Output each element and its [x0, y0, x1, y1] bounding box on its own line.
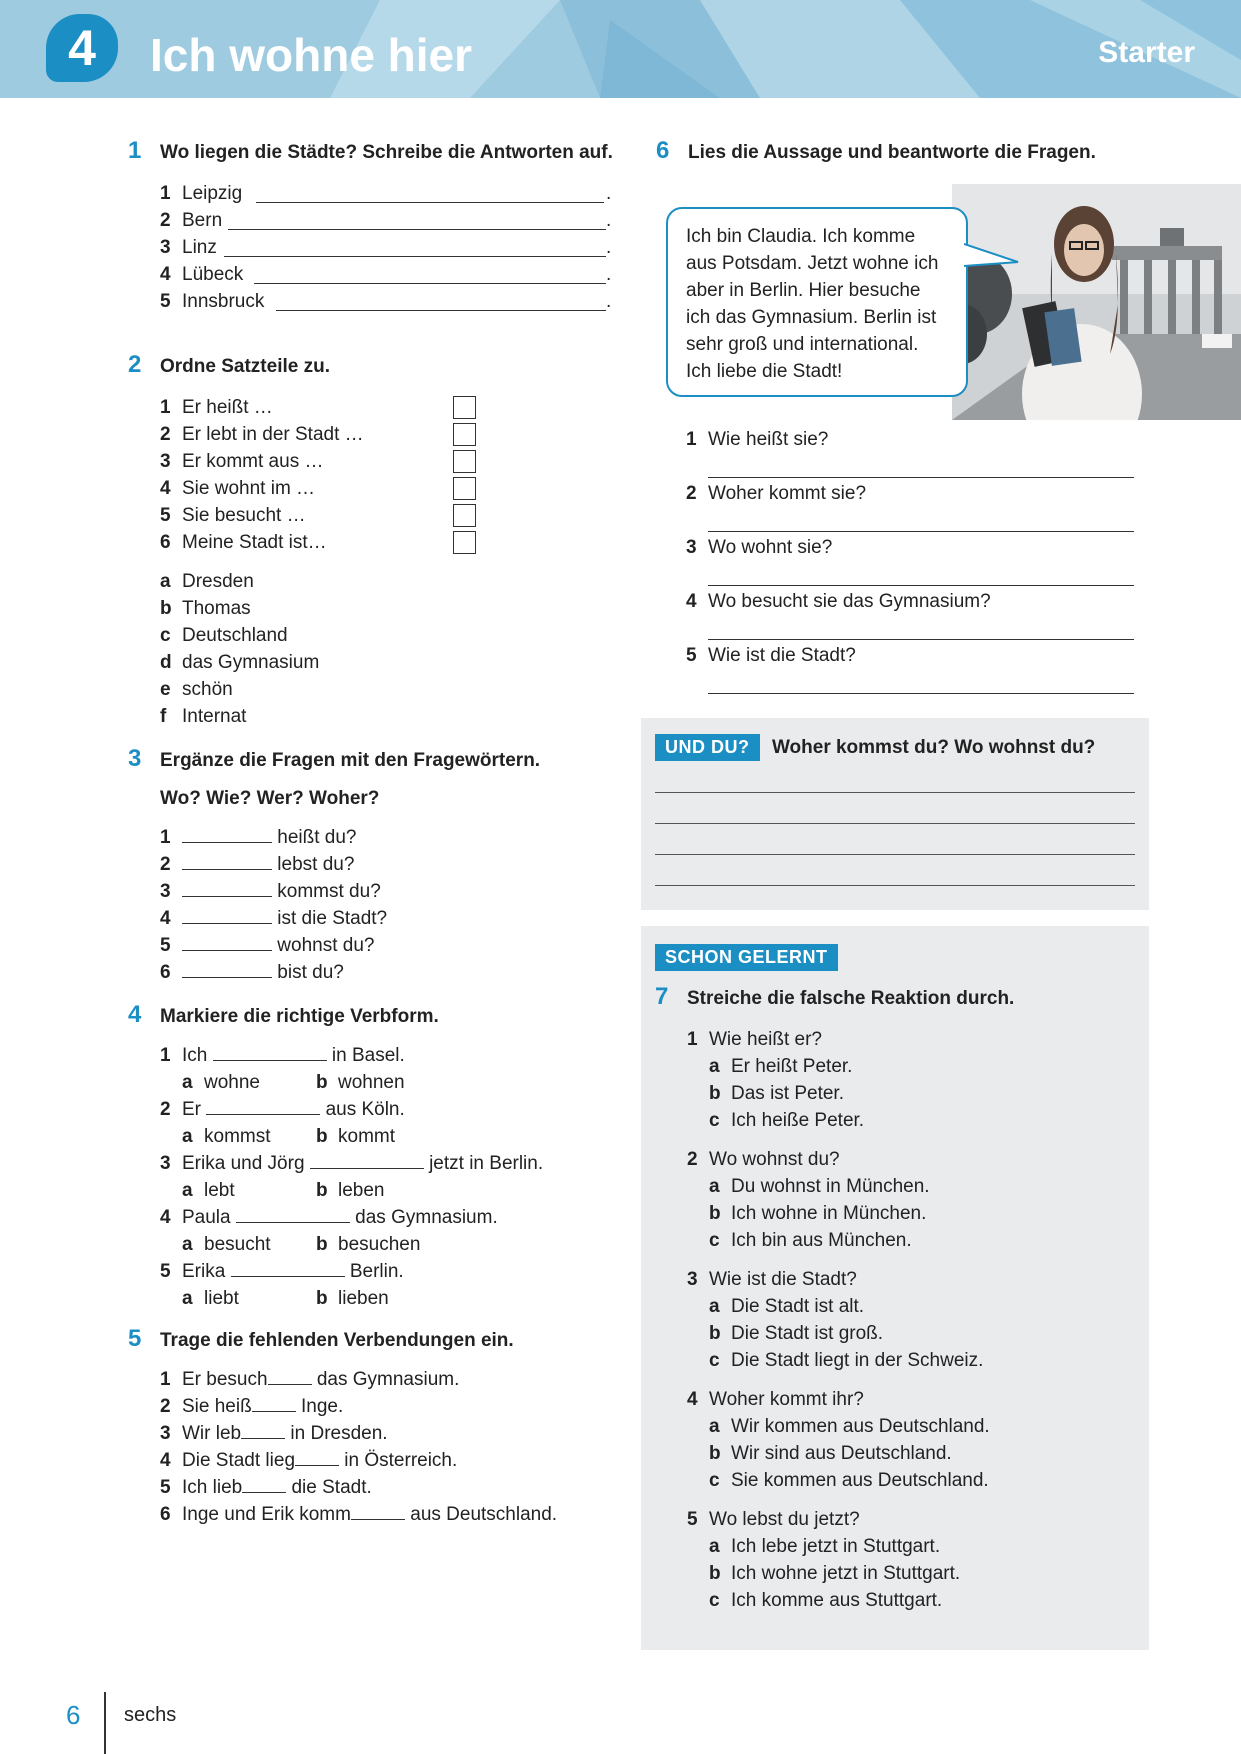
exercise-4	[128, 1001, 618, 1312]
option-b[interactable]: besuchen	[338, 1234, 421, 1255]
answer-checkbox[interactable]	[453, 504, 476, 527]
list-item: 2 Er aus Köln.	[160, 1096, 618, 1123]
answer-line[interactable]	[206, 1096, 320, 1115]
answer-option[interactable]: b Ich wohne jetzt in Stuttgart.	[709, 1563, 961, 1584]
exercise-number: 3	[128, 745, 142, 772]
list-item: 1 Ich in Basel.	[160, 1042, 618, 1069]
answer-line[interactable]	[655, 792, 1135, 793]
exercise-5-heading	[128, 1325, 618, 1354]
list-item: 6 bist du?	[160, 959, 618, 986]
page-number-word: sechs	[124, 1704, 177, 1726]
answer-line[interactable]	[182, 932, 272, 951]
page-number: 6	[66, 1700, 81, 1730]
answer-line[interactable]	[182, 824, 272, 843]
choice-row: a kommst b kommt	[160, 1123, 618, 1150]
answer-line[interactable]	[252, 1393, 296, 1412]
list-item: 5 wohnst du?	[160, 932, 618, 959]
choice-row: a wohne b wohnen	[160, 1069, 618, 1096]
answer-checkbox[interactable]	[453, 531, 476, 554]
quiz-item: 4 Woher kommt ihr? a Wir kommen aus Deutschland. b Wir sind aus Deutschland. c Sie kommen aus Deutschland.	[687, 1386, 1127, 1494]
choice-row: a besucht b besuchen	[160, 1231, 618, 1258]
list-item: 6 Inge und Erik komm aus Deutschland.	[160, 1501, 618, 1528]
answer-line[interactable]	[256, 184, 604, 203]
exercise-number: 6	[656, 137, 670, 164]
option-a[interactable]: kommst	[204, 1126, 271, 1147]
list-item: 1 Er heißt …	[160, 394, 618, 421]
exercise-3-heading	[128, 745, 618, 774]
answer-line[interactable]	[295, 1447, 339, 1466]
answer-line[interactable]	[708, 477, 1134, 478]
answer-line[interactable]	[182, 905, 272, 924]
list-item: 4 Lübeck .	[160, 264, 612, 285]
answer-option[interactable]: c Sie kommen aus Deutschland.	[709, 1470, 989, 1491]
list-item: 5 Erika Berlin.	[160, 1258, 618, 1285]
und-du-question: Woher kommst du? Wo wohnst du?	[771, 737, 1096, 758]
answer-line[interactable]	[276, 292, 606, 311]
question-item: 2 Woher kommt sie?	[686, 483, 867, 504]
answer-line[interactable]	[708, 531, 1134, 532]
list-item: 1 heißt du?	[160, 824, 618, 851]
answer-line[interactable]	[241, 1420, 285, 1439]
list-item: 3 Wir leb in Dresden.	[160, 1420, 618, 1447]
level-label: Starter	[1098, 36, 1195, 69]
answer-option[interactable]: a Du wohnst in München.	[709, 1176, 930, 1197]
option-b[interactable]: kommt	[338, 1126, 395, 1147]
option-item: d das Gymnasium	[160, 652, 320, 673]
answer-option[interactable]: a Wir kommen aus Deutschland.	[709, 1416, 990, 1437]
answer-line[interactable]	[310, 1150, 424, 1169]
list-item: 2 Er lebt in der Stadt …	[160, 421, 618, 448]
quiz-item: 3 Wie ist die Stadt? a Die Stadt ist alt. b Die Stadt ist groß. c Die Stadt liegt in der Schweiz.	[687, 1266, 1127, 1374]
option-item: c Deutschland	[160, 625, 288, 646]
option-a[interactable]: lebt	[204, 1180, 235, 1201]
exercise-instruction: Ergänze die Fragen mit den Fragewörtern.	[160, 750, 541, 771]
answer-line[interactable]	[182, 878, 272, 897]
choice-row: a liebt b lieben	[160, 1285, 618, 1312]
exercise-3	[128, 745, 618, 986]
exercise-6	[656, 137, 1176, 166]
list-item: 3 Erika und Jörg jetzt in Berlin.	[160, 1150, 618, 1177]
answer-line[interactable]	[182, 959, 272, 978]
answer-checkbox[interactable]	[453, 477, 476, 500]
schon-gelernt-panel	[641, 926, 1149, 1650]
answer-option[interactable]: c Ich bin aus München.	[709, 1230, 912, 1251]
answer-option[interactable]: a Die Stadt ist alt.	[709, 1296, 865, 1317]
answer-line[interactable]	[655, 885, 1135, 886]
list-item: 3 Linz .	[160, 237, 612, 258]
exercise-instruction: Streiche die falsche Reaktion durch.	[687, 988, 1015, 1009]
schon-gelernt-tag: SCHON GELERNT	[655, 944, 838, 971]
answer-line[interactable]	[236, 1204, 350, 1223]
answer-option[interactable]: b Das ist Peter.	[709, 1083, 844, 1104]
question-words: Wo? Wie? Wer? Woher?	[160, 788, 380, 809]
quiz-item: 5 Wo lebst du jetzt? a Ich lebe jetzt in Stuttgart. b Ich wohne jetzt in Stuttgart. c Ich komme aus Stuttgart.	[687, 1506, 1127, 1614]
exercise-6-heading	[656, 137, 1176, 166]
list-item: 1 Leipzig .	[160, 183, 612, 204]
exercise-number: 7	[655, 983, 669, 1010]
answer-checkbox[interactable]	[453, 423, 476, 446]
speech-bubble: Ich bin Claudia. Ich komme aus Potsdam. Jetzt wohne ich aber in Berlin. Hier besuche ich das Gymnasium. Berlin ist sehr groß und international. Ich liebe die Stadt!	[666, 207, 968, 397]
option-a[interactable]: wohne	[204, 1072, 260, 1093]
und-du-tag: UND DU?	[655, 734, 760, 761]
answer-line[interactable]	[708, 585, 1134, 586]
answer-line[interactable]	[708, 639, 1134, 640]
answer-option[interactable]: b Ich wohne in München.	[709, 1203, 927, 1224]
option-b[interactable]: lieben	[338, 1288, 389, 1309]
exercise-2	[128, 351, 618, 730]
option-a[interactable]: liebt	[204, 1288, 239, 1309]
list-item: 2 Sie heiß Inge.	[160, 1393, 618, 1420]
exercise-number: 2	[128, 351, 142, 378]
option-item: e schön	[160, 679, 233, 700]
list-item: 2 lebst du?	[160, 851, 618, 878]
answer-line[interactable]	[655, 823, 1135, 824]
page-title: Ich wohne hier	[150, 29, 473, 81]
unit-number-badge: 4	[46, 14, 118, 82]
exercise-instruction: Trage die fehlenden Verbendungen ein.	[160, 1330, 514, 1351]
exercise-5	[128, 1325, 618, 1528]
list-item: 4 Sie wohnt im …	[160, 475, 618, 502]
answer-option[interactable]: a Er heißt Peter.	[709, 1056, 853, 1077]
claudia-photo	[952, 184, 1241, 420]
exercise-4-heading	[128, 1001, 618, 1030]
exercise-7-heading	[655, 983, 1015, 1012]
page-header	[0, 0, 1241, 98]
exercise-number: 4	[128, 1001, 142, 1028]
list-item: 3 Er kommt aus …	[160, 448, 618, 475]
list-item: 4 ist die Stadt?	[160, 905, 618, 932]
answer-line[interactable]	[708, 693, 1134, 694]
list-item: 4 Paula das Gymnasium.	[160, 1204, 618, 1231]
exercise-instruction: Lies die Aussage und beantworte die Fragen.	[688, 142, 1096, 163]
list-item: 4 Die Stadt lieg in Österreich.	[160, 1447, 618, 1474]
exercise-number: 5	[128, 1325, 142, 1352]
answer-line[interactable]	[254, 265, 606, 284]
list-item: 5 Innsbruck .	[160, 291, 612, 312]
option-b[interactable]: wohnen	[338, 1072, 405, 1093]
answer-option[interactable]: a Ich lebe jetzt in Stuttgart.	[709, 1536, 941, 1557]
option-item: f Internat	[160, 706, 247, 727]
answer-line[interactable]	[351, 1501, 405, 1520]
exercise-number: 1	[128, 137, 142, 164]
exercise-instruction: Ordne Satzteile zu.	[160, 356, 330, 377]
option-b[interactable]: leben	[338, 1180, 385, 1201]
list-item: 5 Sie besucht …	[160, 502, 618, 529]
answer-option[interactable]: b Wir sind aus Deutschland.	[709, 1443, 952, 1464]
list-item: 5 Ich lieb die Stadt.	[160, 1474, 618, 1501]
choice-row: a lebt b leben	[160, 1177, 618, 1204]
answer-checkbox[interactable]	[453, 396, 476, 419]
answer-option[interactable]: c Ich heiße Peter.	[709, 1110, 865, 1131]
exercise-1-heading	[128, 137, 618, 166]
answer-line[interactable]	[268, 1366, 312, 1385]
quiz-item: 1 Wie heißt er? a Er heißt Peter. b Das ist Peter. c Ich heiße Peter.	[687, 1026, 1127, 1134]
list-item: 2 Bern .	[160, 210, 612, 231]
answer-line[interactable]	[228, 211, 606, 230]
und-du-panel	[641, 718, 1149, 910]
answer-line[interactable]	[231, 1258, 345, 1277]
exercise-2-heading	[128, 351, 618, 380]
exercise-1	[128, 137, 618, 315]
answer-option[interactable]: b Die Stadt ist groß.	[709, 1323, 884, 1344]
answer-option[interactable]: c Ich komme aus Stuttgart.	[709, 1590, 943, 1611]
question-item: 1 Wie heißt sie?	[686, 429, 829, 450]
list-item: 6 Meine Stadt ist…	[160, 529, 618, 556]
answer-option[interactable]: c Die Stadt liegt in der Schweiz.	[709, 1350, 984, 1371]
exercise-instruction: Wo liegen die Städte? Schreibe die Antworten auf.	[160, 142, 613, 163]
answer-line[interactable]	[242, 1474, 286, 1493]
speech-bubble-tail	[964, 240, 1020, 270]
quiz-item: 2 Wo wohnst du? a Du wohnst in München. b Ich wohne in München. c Ich bin aus München.	[687, 1146, 1127, 1254]
list-item: 1 Er besuch das Gymnasium.	[160, 1366, 618, 1393]
answer-line[interactable]	[655, 854, 1135, 855]
answer-line[interactable]	[213, 1042, 327, 1061]
answer-line[interactable]	[224, 238, 606, 257]
question-item: 3 Wo wohnt sie?	[686, 537, 833, 558]
answer-line[interactable]	[182, 851, 272, 870]
question-item: 5 Wie ist die Stadt?	[686, 645, 856, 666]
answer-checkbox[interactable]	[453, 450, 476, 473]
exercise-instruction: Markiere die richtige Verbform.	[160, 1006, 439, 1027]
option-item: b Thomas	[160, 598, 251, 619]
option-a[interactable]: besucht	[204, 1234, 271, 1255]
question-item: 4 Wo besucht sie das Gymnasium?	[686, 591, 991, 612]
option-item: a Dresden	[160, 571, 254, 592]
footer-divider	[104, 1692, 106, 1754]
list-item: 3 kommst du?	[160, 878, 618, 905]
